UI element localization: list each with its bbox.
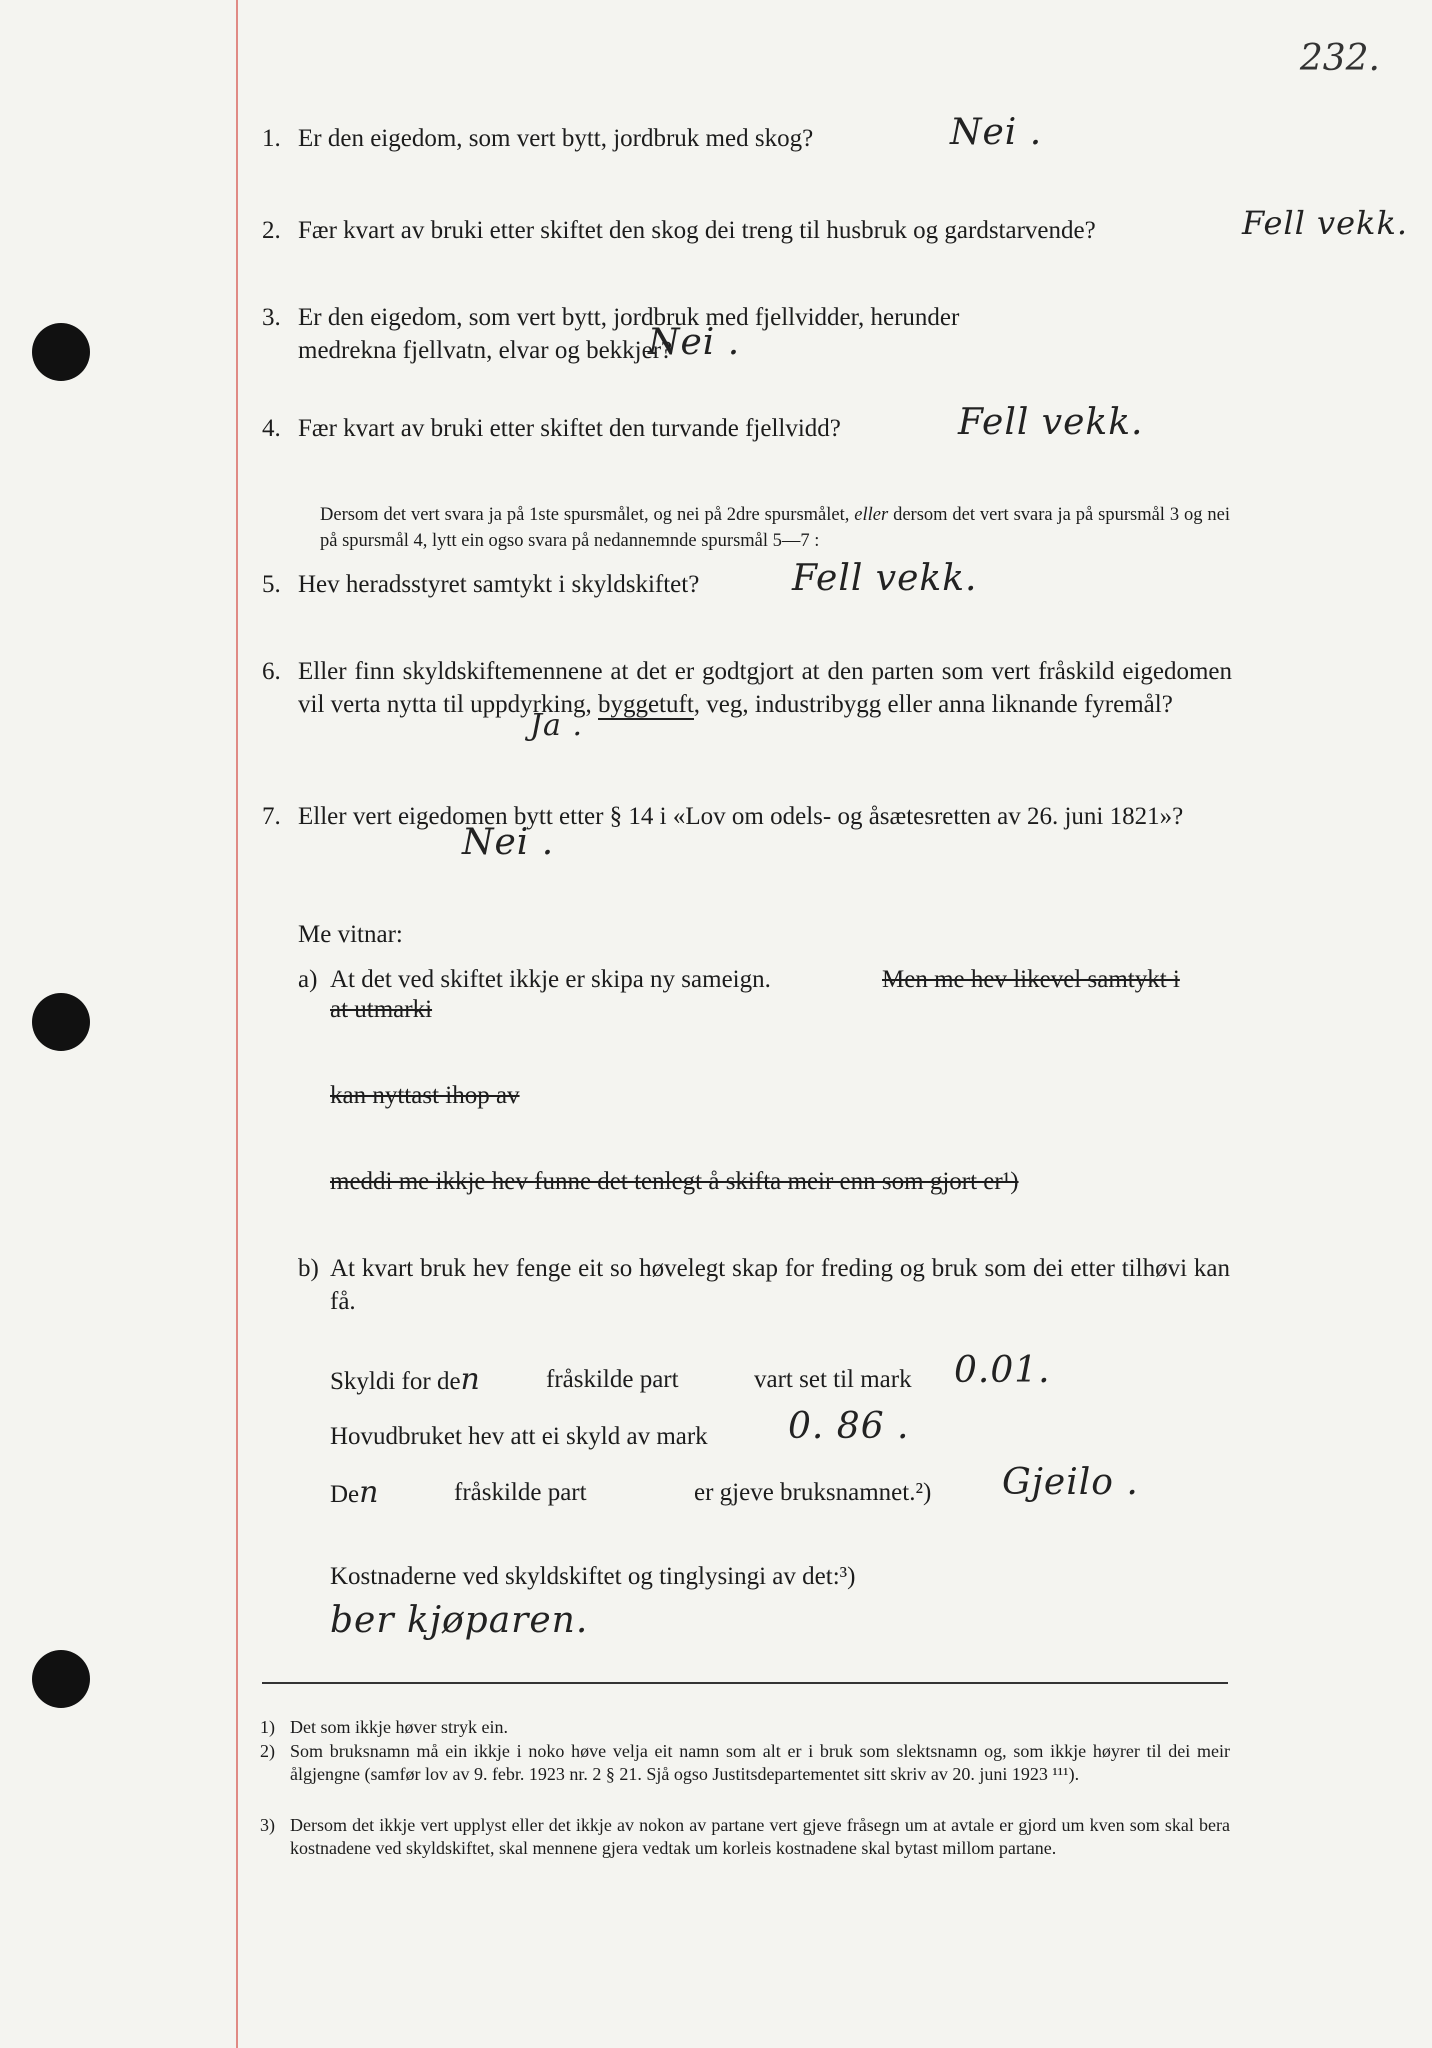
handwritten-answer: Ja . (530, 708, 583, 743)
footnote-mark: 1) (260, 1717, 275, 1737)
skyld-part-label: fråskilde part (546, 1366, 679, 1393)
punch-hole (32, 1650, 90, 1708)
footnote-text: Dersom det ikkje vert upplyst eller det ikkje av nokon av partane vert gjeve fråsegn um at avtale er gjord um kven som skal bera kostnadene ved skyldskiftet, skal mennene gjera vedtak um korleis kostnadene skal bytast millom partane. (290, 1815, 1230, 1858)
punch-hole (32, 323, 90, 381)
skyld-line-3 (330, 1476, 379, 1511)
question-text: Hev heradsstyret samtykt i skyldskiftet? (298, 571, 700, 598)
skyld-line-4: Kostnaderne ved skyldskiftet og tinglysingi av det:³) (330, 1563, 856, 1590)
handwritten-answer: Nei . (648, 322, 741, 363)
item-label-b: b) (298, 1255, 319, 1282)
footnote-2 (260, 1740, 1230, 1786)
question-text: Fær kvart av bruki etter skiftet den skog dei treng til husbruk og gardstarvende? (298, 217, 1096, 244)
footnote-mark: 2) (260, 1741, 275, 1761)
handwritten-value: 0.01. (954, 1350, 1051, 1391)
handwritten-answer: Fell vekk. (1242, 204, 1408, 242)
footnote-rule (262, 1682, 1228, 1684)
skyld-mark-label: vart set til mark (754, 1366, 912, 1393)
margin-line (236, 0, 238, 2048)
question-number: 3. (262, 304, 281, 331)
skyld-line-1 (330, 1363, 481, 1398)
question-text: Fær kvart av bruki etter skiftet den turvande fjellvidd? (298, 415, 841, 442)
question-text (298, 655, 1232, 721)
question-text: Eller vert eigedomen bytt etter § 14 i «Lov om odels- og åsætesretten av 26. juni 1821»? (298, 803, 1184, 830)
item-label-a: a) (298, 966, 318, 993)
emphasis-word: eller (854, 505, 889, 525)
footnote-1 (260, 1716, 1230, 1739)
handwritten-answer: Nei . (462, 822, 555, 863)
handwritten-value: 0. 86 . (788, 1406, 910, 1447)
struck-text: meddi me ikkje hev funne det tenlegt å skifta meir enn som gjort er¹) (330, 1168, 1019, 1195)
handwritten-answer: Nei . (950, 112, 1043, 153)
question-text: Er den eigedom, som vert bytt, jordbruk med fjellvidder, herunder medrekna fjellvatn, elvar og bekkjer? (298, 304, 960, 364)
footnote-text: Som bruksnamn må ein ikkje i noko høve velja eit namn som alt er i bruk som slektsnamn og, som ikkje høyrer til dei meir ålgjengne (samfør lov av 9. febr. 1923 nr. 2 § 21. Sjå ogso Justitsdepartementet sitt skriv av 20. juni 1923 ¹¹¹). (290, 1741, 1230, 1784)
handwritten-value: Gjeilo . (1002, 1462, 1139, 1503)
handwritten-answer: Fell vekk. (792, 558, 978, 599)
struck-text: at utmarki (330, 996, 433, 1023)
question-number: 6. (262, 658, 281, 685)
vitnar-heading: Me vitnar: (298, 921, 403, 948)
punch-hole (32, 993, 90, 1051)
underlined-word: byggetuft (597, 691, 694, 718)
question-number: 2. (262, 217, 281, 244)
footnote-text: Det som ikkje høver stryk ein. (290, 1717, 508, 1737)
label-text: Skyldi for de (330, 1368, 461, 1395)
skyld-part-label: fråskilde part (454, 1479, 587, 1506)
handwritten-value: ber kjøparen. (330, 1600, 589, 1641)
question-number: 7. (262, 803, 281, 830)
question-number: 5. (262, 571, 281, 598)
handwritten-insert: n (460, 1362, 481, 1397)
skyld-line-2: Hovudbruket hev att ei skyld av mark (330, 1423, 708, 1450)
handwritten-insert: n (359, 1475, 380, 1510)
question-number: 4. (262, 415, 281, 442)
item-text-a: At det ved skiftet ikkje er skipa ny sameign. (330, 966, 771, 993)
struck-text: Men me hev likevel samtykt i (882, 966, 1180, 993)
item-text-b: At kvart bruk hev fenge eit so høvelegt skap for freding og bruk som dei etter tilhøvi kan få. (330, 1255, 1230, 1315)
question-text-part: Eller finn skyldskiftemennene at det er godtgjort at den parten som vert fråskild eigedomen vil verta nytta til uppdyrking, (298, 658, 1232, 718)
footnote-3 (260, 1814, 1230, 1860)
question-text-part: , veg, industribygg eller anna liknande fyremål? (693, 691, 1173, 718)
struck-text: kan nyttast ihop av (330, 1082, 520, 1109)
handwritten-answer: Fell vekk. (958, 402, 1144, 443)
question-number: 1. (262, 125, 281, 152)
question-text: Er den eigedom, som vert bytt, jordbruk med skog? (298, 125, 814, 152)
label-text: De (330, 1481, 360, 1508)
instruction-note: Dersom det vert svara ja på 1ste spursmålet, og nei på 2dre spursmålet, eller dersom det vert svara ja på spursmål 3 og nei på spursmål 4, lytt ein ogso svara på nedannemnde spursmål 5—7 : (320, 505, 1230, 551)
bruksnamn-label: er gjeve bruksnamnet.²) (694, 1479, 932, 1506)
footnote-mark: 3) (260, 1815, 275, 1835)
page-number: 232. (1299, 38, 1380, 79)
